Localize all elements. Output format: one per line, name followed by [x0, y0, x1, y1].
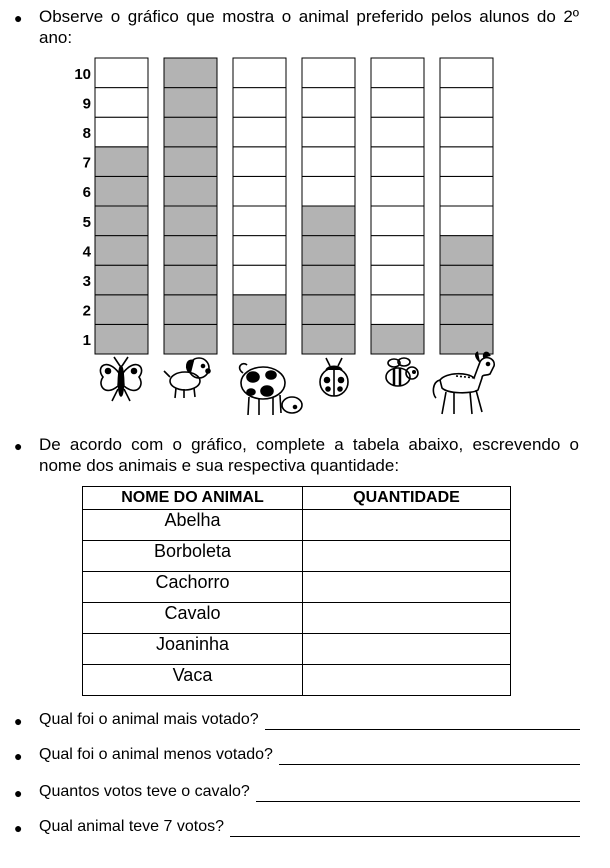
quantity-cell[interactable] [303, 665, 511, 696]
bar-cell-empty [440, 117, 493, 147]
table-row [83, 665, 511, 696]
bar-cell-empty [440, 88, 493, 118]
bar-cell-filled [233, 295, 286, 325]
answer-line[interactable] [256, 785, 580, 802]
question-seven-votes [39, 817, 580, 837]
y-tick-label: 8 [82, 125, 91, 142]
bar-cell-empty [371, 58, 424, 88]
answer-line[interactable] [279, 748, 580, 765]
question-text: Quantos votos teve o cavalo? [39, 783, 250, 800]
bullet-icon: ● [14, 713, 23, 729]
answer-line[interactable] [265, 713, 580, 730]
bullet-icon: ● [14, 10, 23, 26]
bullet-icon: ● [14, 748, 23, 764]
bar-cell-empty [371, 236, 424, 266]
y-tick-label: 3 [82, 273, 91, 290]
y-tick-label: 5 [82, 213, 91, 231]
bar-cell-empty [233, 117, 286, 147]
bar-butterfly [95, 58, 148, 354]
quantity-cell[interactable] [303, 634, 511, 665]
bar-cell-empty [302, 88, 355, 118]
question-horse-votes [39, 782, 580, 802]
bar-cell-empty [95, 58, 148, 88]
answer-table [82, 486, 511, 696]
instruction-table: De acordo com o gráfico, complete a tabela abaixo, escrevendo o nome dos animais e sua respectiva quantidade: [39, 435, 579, 475]
bar-cell-empty [302, 176, 355, 206]
quantity-cell[interactable] [303, 541, 511, 572]
table-header-animal: NOME DO ANIMAL [83, 487, 303, 510]
bar-cell-filled [95, 236, 148, 266]
bar-cell-filled [440, 265, 493, 295]
bar-cell-filled [164, 88, 217, 118]
bullet-icon: ● [14, 438, 23, 454]
cow-icon [240, 364, 302, 415]
animal-name-cell: Cavalo [83, 603, 303, 634]
bar-cell-empty [440, 176, 493, 206]
bar-cell-filled [95, 206, 148, 236]
bullet-icon: ● [14, 785, 23, 801]
bar-cell-empty [302, 147, 355, 177]
bar-cell-empty [440, 58, 493, 88]
bar-cell-filled [164, 58, 217, 88]
bar-cell-filled [164, 236, 217, 266]
bar-cell-filled [440, 324, 493, 354]
quantity-cell[interactable] [303, 603, 511, 634]
bar-cell-filled [164, 295, 217, 325]
bar-cell-filled [164, 324, 217, 354]
question-text: Qual animal teve 7 votos? [39, 818, 224, 835]
bar-horse [440, 58, 493, 354]
answer-line[interactable] [230, 820, 580, 837]
bar-cell-filled [95, 265, 148, 295]
bar-cell-filled [95, 147, 148, 177]
bar-cell-filled [440, 295, 493, 325]
bar-cell-filled [302, 295, 355, 325]
quantity-cell[interactable] [303, 510, 511, 541]
bar-cell-filled [164, 206, 217, 236]
bar-cell-empty [233, 206, 286, 236]
y-tick-label: 2 [82, 302, 91, 320]
bar-chart [0, 0, 610, 430]
bar-cell-filled [164, 147, 217, 177]
bar-cell-empty [302, 58, 355, 88]
question-least-voted [39, 745, 580, 765]
bar-cell-empty [371, 117, 424, 147]
bar-ladybug [302, 58, 355, 354]
bar-cell-empty [371, 176, 424, 206]
bar-cell-empty [233, 265, 286, 295]
horse-icon [433, 352, 494, 414]
bar-bee [371, 58, 424, 354]
ladybug-icon [320, 358, 348, 396]
bar-cell-empty [95, 117, 148, 147]
table-header-quantity: QUANTIDADE [303, 487, 511, 510]
bar-cell-filled [164, 176, 217, 206]
question-text: Qual foi o animal mais votado? [39, 711, 259, 728]
bar-cell-filled [302, 324, 355, 354]
bar-cell-empty [371, 295, 424, 325]
table-row [83, 510, 511, 541]
bar-cell-filled [302, 265, 355, 295]
animal-name-cell: Vaca [83, 665, 303, 696]
bar-cell-empty [233, 58, 286, 88]
bar-cell-empty [371, 265, 424, 295]
animal-name-cell: Cachorro [83, 572, 303, 603]
bar-cell-empty [371, 206, 424, 236]
y-tick-label: 6 [82, 184, 91, 202]
bar-cell-empty [302, 117, 355, 147]
bar-cell-filled [164, 117, 217, 147]
bar-cell-empty [371, 147, 424, 177]
bar-cell-empty [95, 88, 148, 118]
bee-icon [386, 358, 418, 386]
bar-cell-empty [233, 236, 286, 266]
y-tick-label: 7 [82, 154, 91, 172]
bar-cow [233, 58, 286, 354]
bar-cell-empty [233, 147, 286, 177]
y-tick-label: 9 [82, 95, 91, 113]
instruction-chart: Observe o gráfico que mostra o animal preferido pelos alunos do 2º ano: [39, 7, 579, 47]
butterfly-icon [100, 357, 141, 401]
bar-cell-empty [371, 88, 424, 118]
dog-icon [164, 358, 210, 398]
bar-cell-filled [95, 295, 148, 325]
bar-cell-empty [233, 88, 286, 118]
question-text: Qual foi o animal menos votado? [39, 746, 273, 763]
bar-cell-filled [371, 324, 424, 354]
bar-cell-filled [302, 206, 355, 236]
bar-cell-filled [233, 324, 286, 354]
table-row [83, 572, 511, 603]
bar-dog [164, 58, 217, 354]
animal-name-cell: Joaninha [83, 634, 303, 665]
bar-cell-filled [440, 236, 493, 266]
bar-cell-filled [95, 324, 148, 354]
animal-name-cell: Abelha [83, 510, 303, 541]
bar-cell-empty [440, 147, 493, 177]
bar-cell-filled [95, 176, 148, 206]
y-tick-label: 1 [82, 332, 91, 350]
bar-cell-filled [164, 265, 217, 295]
y-tick-label: 4 [82, 243, 91, 261]
bar-cell-filled [302, 236, 355, 266]
table-row [83, 541, 511, 572]
bullet-icon: ● [14, 820, 23, 836]
table-row [83, 603, 511, 634]
table-row [83, 634, 511, 665]
question-most-voted [39, 710, 580, 730]
bar-cell-empty [440, 206, 493, 236]
bar-cell-empty [233, 176, 286, 206]
quantity-cell[interactable] [303, 572, 511, 603]
y-tick-label: 10 [74, 65, 91, 83]
animal-name-cell: Borboleta [83, 541, 303, 572]
